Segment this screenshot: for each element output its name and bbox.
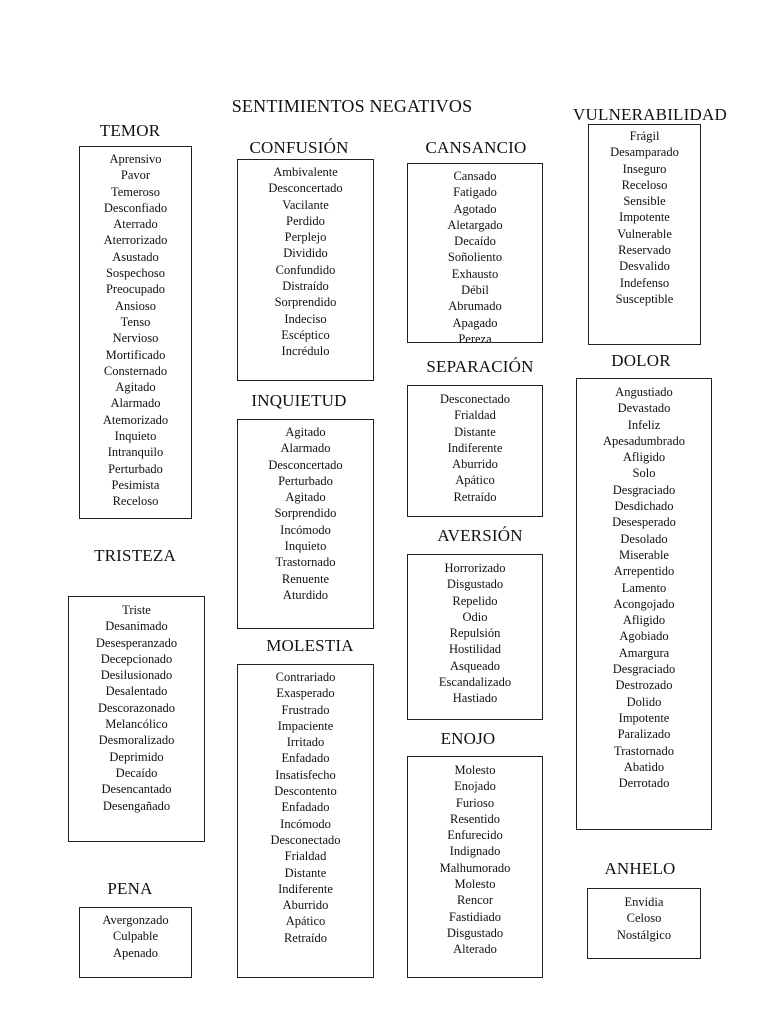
word-item: Sorprendido xyxy=(274,295,337,310)
word-item: Vacilante xyxy=(282,197,329,212)
section-title-temor: TEMOR xyxy=(99,121,161,140)
word-item: Dolido xyxy=(626,694,662,709)
word-item: Lamento xyxy=(621,580,667,595)
word-item: Avergonzado xyxy=(102,913,169,927)
word-item: Descontento xyxy=(274,784,337,799)
word-item: Decaído xyxy=(454,234,496,249)
word-item: Fastidiado xyxy=(448,909,502,924)
word-item: Desamparado xyxy=(610,145,679,160)
word-item: Aterrado xyxy=(113,217,158,232)
word-item: Repelido xyxy=(452,593,498,608)
word-item: Desilusionado xyxy=(100,668,173,683)
word-item: Exasperado xyxy=(276,686,335,701)
word-item: Confundido xyxy=(275,262,336,277)
word-item: Apático xyxy=(285,914,326,929)
section-title-confusion: CONFUSIÓN xyxy=(249,138,349,157)
word-item: Solo xyxy=(632,466,656,481)
word-item: Atemorizado xyxy=(102,412,169,427)
word-item: Horrorizado xyxy=(444,561,506,575)
word-item: Desalentado xyxy=(105,684,168,699)
word-item: Apagado xyxy=(452,315,498,330)
word-item: Desgraciado xyxy=(612,482,676,497)
word-item: Pavor xyxy=(120,168,151,183)
word-item: Desmoralizado xyxy=(98,733,175,748)
word-item: Perturbado xyxy=(108,461,163,476)
word-item: Desconcertado xyxy=(268,181,343,196)
word-item: Susceptible xyxy=(615,291,674,306)
word-item: Irritado xyxy=(286,735,325,750)
word-box-temor xyxy=(79,146,192,519)
word-item: Impotente xyxy=(618,710,670,725)
word-item: Incómodo xyxy=(280,816,331,831)
word-item: Perturbado xyxy=(278,473,333,488)
word-item: Ambivalente xyxy=(273,165,338,179)
word-item: Consternado xyxy=(103,363,168,378)
word-item: Alarmado xyxy=(280,441,331,456)
word-item: Receloso xyxy=(112,494,159,509)
word-item: Resentido xyxy=(450,811,500,826)
word-item: Paralizado xyxy=(617,727,671,742)
section-title-tristeza: TRISTEZA xyxy=(94,546,176,565)
word-item: Desvalido xyxy=(619,259,670,274)
word-item: Arrepentido xyxy=(613,564,675,579)
word-item: Desgraciado xyxy=(612,662,676,677)
word-item: Indiferente xyxy=(278,881,333,896)
word-item: Pesimista xyxy=(111,477,160,492)
word-item: Celoso xyxy=(626,911,662,926)
word-item: Rencor xyxy=(456,893,494,908)
section-title-dolor: DOLOR xyxy=(611,351,671,370)
word-item: Incrédulo xyxy=(281,344,330,359)
word-item: Trastornado xyxy=(614,743,674,758)
word-item: Desconectado xyxy=(439,392,511,406)
word-item: Aletargado xyxy=(447,217,503,232)
section-title-pena: PENA xyxy=(107,879,153,898)
word-item: Desencantado xyxy=(101,782,172,797)
word-item: Aburrido xyxy=(282,898,329,913)
word-item: Pereza xyxy=(458,331,492,343)
word-item: Dividido xyxy=(283,246,328,261)
word-item: Frágil xyxy=(629,129,660,143)
word-item: Afligido xyxy=(622,450,666,465)
word-item: Intranquilo xyxy=(107,445,164,460)
word-item: Insatisfecho xyxy=(275,767,336,782)
word-item: Infeliz xyxy=(627,417,661,432)
word-item: Apenado xyxy=(112,945,159,960)
word-item: Amargura xyxy=(618,645,670,660)
word-item: Retraído xyxy=(283,930,328,945)
word-item: Aprensivo xyxy=(109,152,162,166)
word-box-dolor xyxy=(576,378,712,830)
word-item: Agitado xyxy=(285,425,326,439)
word-item: Agobiado xyxy=(619,629,669,644)
word-item: Sensible xyxy=(623,194,666,209)
word-item: Reservado xyxy=(618,243,671,258)
word-item: Inquieto xyxy=(114,429,157,444)
word-item: Desconectado xyxy=(270,832,341,847)
word-box-tristeza xyxy=(68,596,205,842)
word-item: Desengañado xyxy=(102,798,171,813)
word-item: Frialdad xyxy=(454,408,496,423)
word-item: Desconfiado xyxy=(103,200,168,215)
word-item: Indignado xyxy=(449,844,501,859)
word-item: Mortificado xyxy=(105,347,166,362)
word-item: Impaciente xyxy=(277,718,334,733)
word-item: Contrariado xyxy=(275,670,336,684)
word-item: Decepcionado xyxy=(100,651,173,666)
word-item: Odio xyxy=(462,609,488,624)
word-item: Desdichado xyxy=(614,499,674,514)
word-item: Preocupado xyxy=(105,282,165,297)
word-item: Distraído xyxy=(282,279,329,294)
word-item: Nostálgico xyxy=(616,927,672,942)
section-title-separacion: SEPARACIÓN xyxy=(426,357,534,376)
section-title-aversion: AVERSIÓN xyxy=(437,526,523,545)
section-title-molestia: MOLESTIA xyxy=(266,636,354,655)
section-title-inquietud: INQUIETUD xyxy=(251,391,347,410)
word-item: Tenso xyxy=(120,314,151,329)
word-item: Indefenso xyxy=(619,275,670,290)
word-item: Agitado xyxy=(115,380,156,395)
word-item: Descorazonado xyxy=(97,700,176,715)
word-item: Deprimido xyxy=(109,749,164,764)
word-item: Enojado xyxy=(454,779,496,794)
section-title-enojo: ENOJO xyxy=(440,729,496,748)
word-item: Nervioso xyxy=(112,331,159,346)
word-item: Aburrido xyxy=(452,457,498,472)
word-box-enojo xyxy=(407,756,543,978)
word-item: Indeciso xyxy=(284,311,327,326)
word-item: Malhumorado xyxy=(439,860,511,875)
word-item: Distante xyxy=(454,424,496,439)
word-item: Desolado xyxy=(620,531,668,546)
word-box-anhelo xyxy=(587,888,701,959)
word-item: Temeroso xyxy=(110,184,161,199)
word-item: Angustiado xyxy=(615,385,673,399)
word-box-pena xyxy=(79,907,192,978)
word-item: Triste xyxy=(122,603,151,617)
word-item: Aterrorizado xyxy=(103,233,168,248)
word-item: Apesadumbrado xyxy=(603,433,685,448)
word-item: Envidia xyxy=(624,895,664,909)
word-item: Exhausto xyxy=(451,266,499,281)
word-item: Sospechoso xyxy=(105,266,166,281)
section-title-vulnerabilidad: VULNERABILIDAD xyxy=(573,105,727,124)
word-item: Retraído xyxy=(453,489,497,504)
word-item: Desesperado xyxy=(612,515,676,530)
word-item: Débil xyxy=(461,283,489,298)
word-item: Desesperanzado xyxy=(95,635,178,650)
word-item: Furioso xyxy=(455,795,495,810)
word-item: Incómodo xyxy=(280,522,331,537)
word-item: Asustado xyxy=(112,249,159,264)
word-item: Agotado xyxy=(453,201,497,216)
word-item: Vulnerable xyxy=(617,226,672,241)
word-item: Abatido xyxy=(623,759,665,774)
word-item: Derrotado xyxy=(618,776,670,791)
word-item: Decaído xyxy=(115,765,158,780)
word-item: Miserable xyxy=(619,547,669,562)
word-item: Alarmado xyxy=(110,396,161,411)
word-item: Repulsión xyxy=(449,626,501,641)
word-item: Disgustado xyxy=(446,925,504,940)
word-box-inquietud xyxy=(237,419,374,629)
word-item: Melancólico xyxy=(105,717,168,732)
word-item: Culpable xyxy=(112,929,159,944)
word-item: Asqueado xyxy=(450,658,500,673)
word-item: Impotente xyxy=(619,210,670,225)
word-item: Enfurecido xyxy=(447,828,503,843)
word-item: Destrozado xyxy=(615,678,673,693)
word-box-molestia xyxy=(237,664,374,978)
word-item: Receloso xyxy=(621,177,668,192)
word-item: Escandalizado xyxy=(438,675,512,690)
word-item: Enfadado xyxy=(281,800,330,815)
word-item: Hostilidad xyxy=(448,642,502,657)
word-item: Sorprendido xyxy=(274,506,337,521)
word-item: Aturdido xyxy=(282,587,329,602)
word-item: Trastornado xyxy=(275,555,336,570)
word-item: Frialdad xyxy=(284,849,327,864)
section-title-cansancio: CANSANCIO xyxy=(425,138,527,157)
word-item: Desanimado xyxy=(105,619,168,634)
word-item: Escéptico xyxy=(281,327,330,342)
word-item: Ansioso xyxy=(115,298,156,313)
word-item: Distante xyxy=(284,865,327,880)
word-item: Indiferente xyxy=(447,440,503,455)
word-item: Afligido xyxy=(622,613,666,628)
word-box-separacion xyxy=(407,385,543,517)
word-item: Perdido xyxy=(286,213,325,228)
word-item: Devastado xyxy=(617,401,671,416)
word-box-vulnerabilidad xyxy=(588,124,701,345)
word-box-confusion xyxy=(237,159,374,381)
word-item: Agitado xyxy=(285,490,326,505)
word-item: Inquieto xyxy=(284,539,327,554)
word-item: Desconcertado xyxy=(268,457,343,472)
word-box-aversion xyxy=(407,554,543,720)
word-item: Acongojado xyxy=(613,596,675,611)
word-item: Inseguro xyxy=(622,161,667,176)
word-item: Alterado xyxy=(453,942,497,957)
word-box-cansancio xyxy=(407,163,543,343)
page-title: SENTIMIENTOS NEGATIVOS xyxy=(231,96,473,116)
word-item: Apático xyxy=(455,473,495,488)
word-item: Disgustado xyxy=(446,577,504,592)
word-item: Molesto xyxy=(454,877,496,892)
word-item: Fatigado xyxy=(453,185,497,200)
word-item: Perplejo xyxy=(284,230,327,245)
word-item: Molesto xyxy=(454,763,496,777)
word-item: Abrumado xyxy=(448,299,502,314)
word-item: Soñoliento xyxy=(447,250,503,265)
section-title-anhelo: ANHELO xyxy=(604,859,676,878)
word-item: Frustrado xyxy=(281,702,330,717)
word-item: Renuente xyxy=(281,571,330,586)
word-item: Hastiado xyxy=(452,691,498,706)
word-item: Enfadado xyxy=(281,751,330,766)
word-item: Cansado xyxy=(453,169,497,183)
